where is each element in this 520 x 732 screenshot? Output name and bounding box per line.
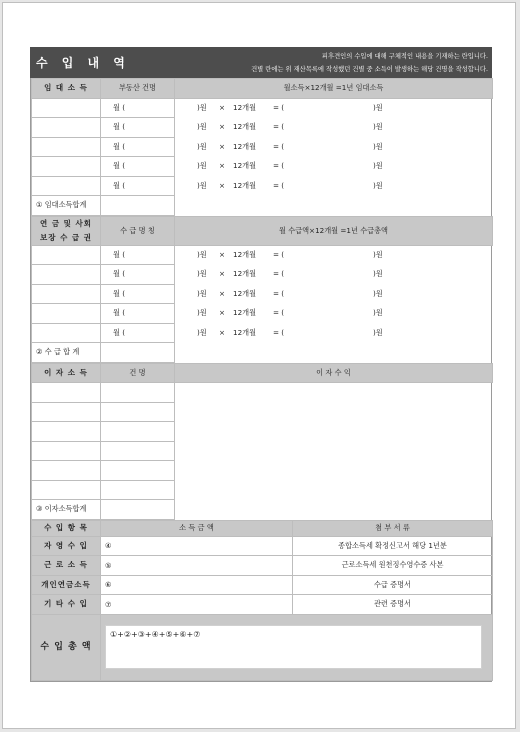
annual-close: )원 (373, 141, 383, 151)
times-sign: × (219, 327, 226, 337)
rental-formula-1[interactable] (101, 118, 383, 138)
months-text: 12개월 (233, 161, 257, 171)
summary-amount-1[interactable]: ⑤ (101, 556, 293, 576)
times-sign: × (219, 141, 226, 151)
rental-income-label: 임 대 소 득 (32, 79, 101, 99)
equals-open: = ( (273, 269, 285, 279)
monthly-open: 월 ( (113, 161, 126, 171)
rental-total-label: ① 임대소득합계 (32, 196, 101, 216)
rental-total-value[interactable] (101, 196, 175, 216)
summary-doc-2: 수급 증명서 (293, 575, 493, 595)
document-page (2, 2, 516, 729)
form-title: 수 입 내 역 (36, 56, 127, 70)
monthly-open: 월 ( (113, 288, 126, 298)
months-text: 12개월 (233, 288, 257, 298)
summary-doc-1: 근로소득세 원천징수영수증 사본 (293, 556, 493, 576)
months-text: 12개월 (233, 249, 257, 259)
rental-formula-3[interactable] (101, 157, 383, 177)
interest-row (32, 441, 493, 461)
interest-col-income: 이 자 수 익 (175, 363, 493, 383)
pension-row (32, 284, 493, 304)
interest-name-cell-1[interactable] (32, 402, 101, 422)
summary-item-0: 자 영 수 입 (32, 536, 101, 556)
months-text: 12개월 (233, 141, 257, 151)
monthly-close: )원 (197, 288, 207, 298)
times-sign: × (219, 249, 226, 259)
interest-name-cell-5[interactable] (32, 480, 101, 500)
pension-formula-3[interactable] (101, 304, 383, 324)
annual-close: )원 (373, 161, 383, 171)
monthly-open: 월 ( (113, 102, 126, 112)
rental-col-header: 부동산 건명 (101, 79, 175, 99)
times-sign: × (219, 269, 226, 279)
interest-income-cell-5[interactable] (101, 480, 175, 500)
times-sign: × (219, 161, 226, 171)
interest-row (32, 383, 493, 403)
equals-open: = ( (273, 327, 285, 337)
pension-formula-4[interactable] (101, 323, 383, 343)
annual-close: )원 (373, 180, 383, 190)
rental-name-cell-3[interactable] (32, 157, 101, 177)
grand-total-formula: ①+②+③+④+⑤+⑥+⑦ (110, 630, 201, 639)
summary-amount-3[interactable]: ⑦ (101, 595, 293, 615)
interest-name-cell-3[interactable] (32, 441, 101, 461)
annual-close: )원 (373, 249, 383, 259)
equals-open: = ( (273, 180, 285, 190)
rental-row (32, 157, 493, 177)
interest-income-cell-2[interactable] (101, 422, 175, 442)
interest-income-cell-3[interactable] (101, 441, 175, 461)
summary-row (32, 556, 493, 576)
times-sign: × (219, 102, 226, 112)
rental-row (32, 98, 493, 118)
summary-doc-3: 관련 증명서 (293, 595, 493, 615)
pension-name-cell-4[interactable] (32, 323, 101, 343)
times-sign: × (219, 288, 226, 298)
header-note-line2: 건별 란에는 위 재산목록에 작성했던 건별 중 소득이 발생하는 해당 건명을 작성합니다. (251, 66, 488, 73)
monthly-open: 월 ( (113, 249, 126, 259)
pension-row (32, 304, 493, 324)
pension-name-cell-3[interactable] (32, 304, 101, 324)
interest-income-cell-0[interactable] (101, 383, 175, 403)
months-text: 12개월 (233, 269, 257, 279)
rental-name-cell-4[interactable] (32, 176, 101, 196)
equals-open: = ( (273, 249, 285, 259)
grand-total-box[interactable] (105, 625, 482, 669)
monthly-open: 월 ( (113, 269, 126, 279)
monthly-close: )원 (197, 180, 207, 190)
rental-formula-4[interactable] (101, 176, 383, 196)
monthly-close: )원 (197, 141, 207, 151)
summary-item-3: 기 타 수 입 (32, 595, 101, 615)
monthly-open: 월 ( (113, 180, 126, 190)
interest-col-name: 건 명 (101, 363, 175, 383)
equals-open: = ( (273, 122, 285, 132)
pension-row (32, 265, 493, 285)
pension-name-cell-0[interactable] (32, 245, 101, 265)
pension-row (32, 323, 493, 343)
annual-close: )원 (373, 308, 383, 318)
summary-col-item: 수 입 항 목 (32, 520, 101, 536)
rental-row (32, 137, 493, 157)
annual-close: )원 (373, 288, 383, 298)
summary-row (32, 575, 493, 595)
monthly-open: 월 ( (113, 327, 126, 337)
summary-col-docs: 첨 부 서 류 (293, 520, 493, 536)
interest-row (32, 422, 493, 442)
rental-income-table (31, 78, 493, 216)
interest-income-cell-1[interactable] (101, 402, 175, 422)
interest-name-cell-4[interactable] (32, 461, 101, 481)
months-text: 12개월 (233, 308, 257, 318)
summary-doc-0: 종합소득세 확정신고서 해당 1년분 (293, 536, 493, 556)
interest-row (32, 461, 493, 481)
monthly-close: )원 (197, 249, 207, 259)
pension-table (31, 216, 493, 363)
annual-close: )원 (373, 122, 383, 132)
form-header (30, 47, 492, 78)
monthly-close: )원 (197, 308, 207, 318)
summary-row (32, 536, 493, 556)
rental-formula-header: 월소득×12개월 =1년 임대소득 (175, 79, 493, 99)
equals-open: = ( (273, 161, 285, 171)
monthly-close: )원 (197, 327, 207, 337)
pension-name-cell-1[interactable] (32, 265, 101, 285)
months-text: 12개월 (233, 122, 257, 132)
monthly-close: )원 (197, 102, 207, 112)
rental-formula-2[interactable] (101, 137, 383, 157)
rental-row (32, 176, 493, 196)
annual-close: )원 (373, 269, 383, 279)
rental-name-cell-0[interactable] (32, 98, 101, 118)
summary-amount-0[interactable]: ④ (101, 536, 293, 556)
interest-name-cell-0[interactable] (32, 383, 101, 403)
interest-name-cell-2[interactable] (32, 422, 101, 442)
interest-row (32, 402, 493, 422)
pension-col-header: 수 급 명 칭 (101, 216, 175, 245)
summary-amount-2[interactable]: ⑥ (101, 575, 293, 595)
summary-table (31, 520, 493, 681)
rental-row (32, 118, 493, 138)
interest-table (31, 363, 493, 520)
header-note-line1: 피후견인의 수입에 대해 구체적인 내용을 기재하는 란입니다. (321, 53, 488, 60)
pension-row (32, 245, 493, 265)
pension-name-cell-2[interactable] (32, 284, 101, 304)
monthly-open: 월 ( (113, 122, 126, 132)
summary-item-2: 개인연금소득 (32, 575, 101, 595)
income-form (30, 47, 492, 682)
months-text: 12개월 (233, 180, 257, 190)
equals-open: = ( (273, 308, 285, 318)
summary-col-amount: 소 득 금 액 (101, 520, 293, 536)
times-sign: × (219, 122, 226, 132)
interest-income-cell-4[interactable] (101, 461, 175, 481)
monthly-close: )원 (197, 122, 207, 132)
monthly-open: 월 ( (113, 308, 126, 318)
interest-row (32, 480, 493, 500)
rental-name-cell-2[interactable] (32, 137, 101, 157)
months-text: 12개월 (233, 102, 257, 112)
times-sign: × (219, 308, 226, 318)
pension-formula-0[interactable] (101, 245, 383, 265)
equals-open: = ( (273, 141, 285, 151)
pension-formula-2[interactable] (101, 284, 383, 304)
pension-total-label: ② 수 급 합 계 (32, 343, 101, 363)
equals-open: = ( (273, 288, 285, 298)
grand-total-label: 수 입 총 액 (32, 614, 101, 680)
interest-label: 이 자 소 득 (32, 363, 101, 383)
pension-formula-header: 월 수급액×12개월 =1년 수급총액 (175, 216, 493, 245)
rental-formula-0[interactable] (101, 98, 383, 118)
months-text: 12개월 (233, 327, 257, 337)
pension-formula-1[interactable] (101, 265, 383, 285)
annual-close: )원 (373, 327, 383, 337)
monthly-close: )원 (197, 161, 207, 171)
interest-total-value[interactable] (101, 500, 175, 520)
interest-total-label: ③ 이자소득합계 (32, 500, 101, 520)
summary-row (32, 595, 493, 615)
summary-item-1: 근 로 소 득 (32, 556, 101, 576)
rental-name-cell-1[interactable] (32, 118, 101, 138)
form-grid (30, 78, 492, 682)
pension-label: 연 금 및 사회보장 수 급 권 (32, 216, 101, 245)
monthly-close: )원 (197, 269, 207, 279)
monthly-open: 월 ( (113, 141, 126, 151)
pension-total-value[interactable] (101, 343, 175, 363)
equals-open: = ( (273, 102, 285, 112)
times-sign: × (219, 180, 226, 190)
annual-close: )원 (373, 102, 383, 112)
